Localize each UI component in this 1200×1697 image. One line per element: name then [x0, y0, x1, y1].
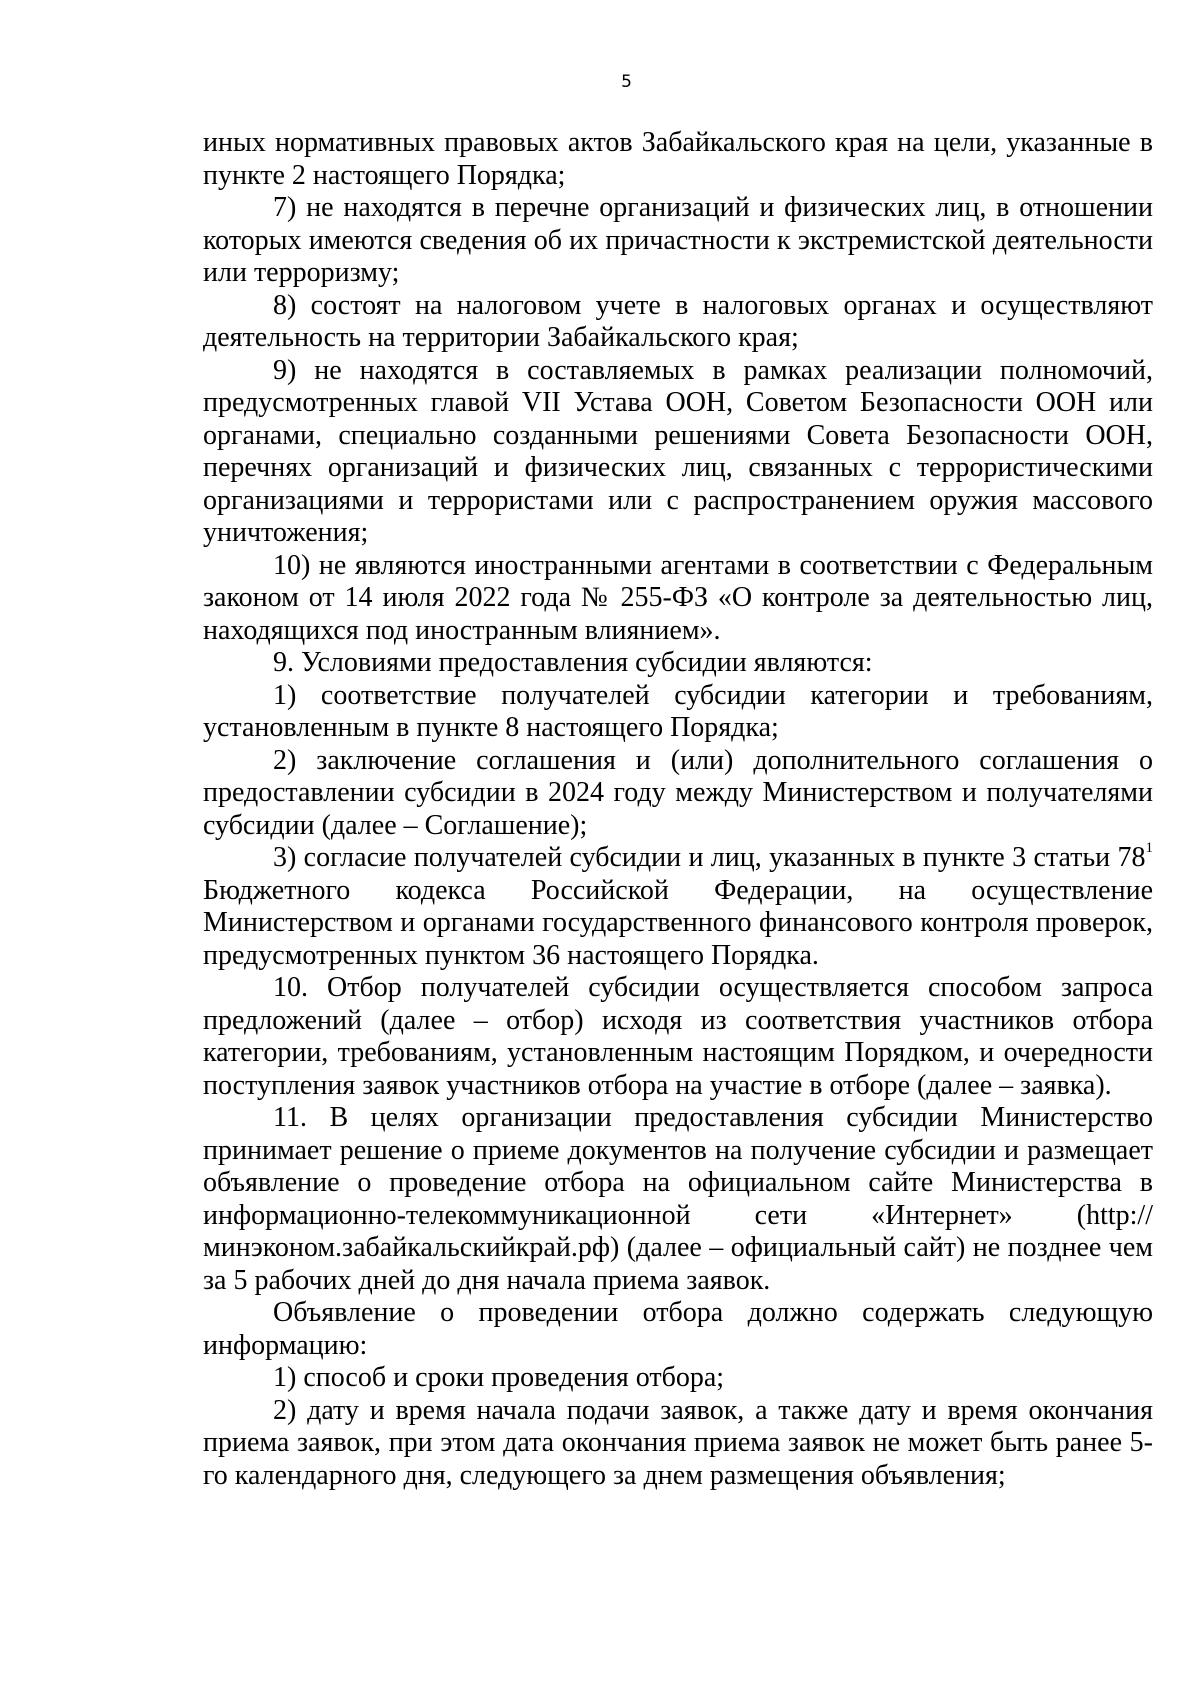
paragraph: 11. В целях организации предоставления субсидии Министерство принимает решение о приеме документов на получение субсидии и размещает объявление о проведение отбора на официальном сайте Министерства в информационно-телекоммуникационной сети «Интернет» (http://минэконом.забайкальскийкрай.рф) (далее – официальный сайт) не позднее чем за 5 рабочих дней до дня начала приема заявок.	[203, 1102, 1153, 1296]
paragraph: 2) дату и время начала подачи заявок, а также дату и время окончания приема заявок, при этом дата окончания приема заявок не может быть ранее 5-го календарного дня, следующего за днем размещения объявления;	[203, 1394, 1153, 1491]
document-body	[203, 127, 1153, 1492]
paragraph: 10) не являются иностранными агентами в соответствии с Федеральным законом от 14 июля 2022 года № 255-ФЗ «О контроле за деятельностью лиц, находящихся под иностранным влиянием».	[203, 549, 1153, 646]
paragraph: Объявление о проведении отбора должно содержать следующую информацию:	[203, 1297, 1153, 1361]
paragraph: 9. Условиями предоставления субсидии являются:	[273, 647, 873, 678]
superscript: 1	[1145, 840, 1153, 856]
paragraph: 10. Отбор получателей субсидии осуществляется способом запроса предложений (далее – отбор) исходя из соответствия участников отбора категории, требованиям, установленным настоящим Порядком, и очередности поступления заявок участников отбора на участие в отборе (далее – заявка).	[203, 972, 1153, 1101]
paragraph-text: 3) согласие получателей субсидии и лиц, указанных в пункте 3 статьи 78	[273, 842, 1146, 873]
paragraph: 7) не находятся в перечне организаций и физических лиц, в отношении которых имеются сведения об их причастности к экстремистской деятельности или терроризму;	[203, 192, 1153, 288]
paragraph: иных нормативных правовых актов Забайкальского края на цели, указанные в пункте 2 настоящего Порядка;	[203, 127, 1153, 191]
page-number: 5	[621, 72, 632, 92]
paragraph: 1) соответствие получателей субсидии категории и требованиям, установленным в пункте 8 настоящего Порядка;	[203, 679, 1153, 743]
paragraph: 2) заключение соглашения и (или) дополнительного соглашения о предоставлении субсидии в 2024 году между Министерством и получателями субсидии (далее – Соглашение);	[203, 744, 1153, 841]
paragraph: 8) состоят на налоговом учете в налоговых органах и осуществляют деятельность на территории Забайкальского края;	[203, 289, 1153, 353]
paragraph: 1) способ и сроки проведения отбора;	[273, 1362, 725, 1393]
paragraph-text: Бюджетного кодекса Российской Федерации, на осуществление Министерством и органами государственного финансового контроля проверок, предусмотренных пунктом 36 настоящего Порядка.	[203, 874, 1153, 971]
paragraph	[203, 842, 1153, 972]
paragraph: 9) не находятся в составляемых в рамках реализации полномочий, предусмотренных главой VII Устава ООН, Советом Безопасности ООН или органами, специально созданными решениями Совета Безопасности ООН, перечнях организаций и физических лиц, связанных с террористическими организациями и террористами или с распространением оружия массового уничтожения;	[203, 354, 1153, 548]
